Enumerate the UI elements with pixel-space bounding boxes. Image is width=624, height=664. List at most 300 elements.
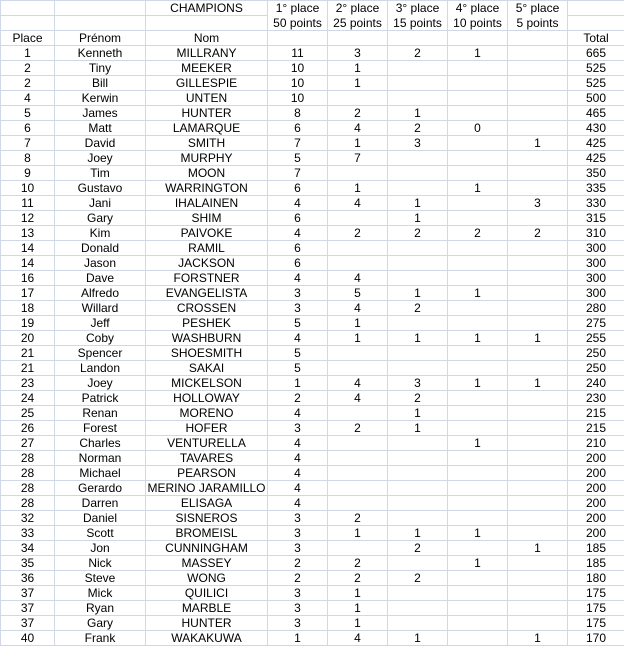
last-name-cell[interactable]: CUNNINGHAM	[146, 541, 268, 556]
fifth-place-count-cell[interactable]	[508, 586, 568, 601]
first-place-count-cell[interactable]: 6	[268, 241, 328, 256]
header-1st-place-line1[interactable]: 1° place	[268, 1, 328, 16]
third-place-count-cell[interactable]: 2	[388, 226, 448, 241]
second-place-count-cell[interactable]: 2	[328, 226, 388, 241]
fourth-place-count-cell[interactable]	[448, 151, 508, 166]
place-cell[interactable]: 6	[1, 121, 55, 136]
total-cell[interactable]: 500	[568, 91, 624, 106]
first-place-count-cell[interactable]: 8	[268, 106, 328, 121]
first-place-count-cell[interactable]: 3	[268, 526, 328, 541]
third-place-count-cell[interactable]	[388, 316, 448, 331]
place-cell[interactable]: 34	[1, 541, 55, 556]
first-name-cell[interactable]: Daniel	[55, 511, 146, 526]
header-3rd-place-line1[interactable]: 3° place	[388, 1, 448, 16]
first-name-cell[interactable]: Nick	[55, 556, 146, 571]
fifth-place-count-cell[interactable]	[508, 151, 568, 166]
last-name-cell[interactable]: TAVARES	[146, 451, 268, 466]
total-cell[interactable]: 180	[568, 571, 624, 586]
first-place-count-cell[interactable]: 7	[268, 166, 328, 181]
header-total[interactable]: Total	[568, 31, 624, 46]
second-place-count-cell[interactable]	[328, 496, 388, 511]
second-place-count-cell[interactable]: 4	[328, 376, 388, 391]
total-cell[interactable]: 425	[568, 136, 624, 151]
total-cell[interactable]: 200	[568, 481, 624, 496]
place-cell[interactable]: 14	[1, 256, 55, 271]
place-cell[interactable]: 12	[1, 211, 55, 226]
place-cell[interactable]: 2	[1, 76, 55, 91]
third-place-count-cell[interactable]: 1	[388, 106, 448, 121]
place-cell[interactable]: 28	[1, 496, 55, 511]
third-place-count-cell[interactable]: 1	[388, 196, 448, 211]
first-place-count-cell[interactable]: 3	[268, 586, 328, 601]
first-place-count-cell[interactable]: 1	[268, 631, 328, 646]
fourth-place-count-cell[interactable]	[448, 391, 508, 406]
place-cell[interactable]: 25	[1, 406, 55, 421]
fourth-place-count-cell[interactable]: 2	[448, 226, 508, 241]
third-place-count-cell[interactable]	[388, 481, 448, 496]
last-name-cell[interactable]: MARBLE	[146, 601, 268, 616]
third-place-count-cell[interactable]: 2	[388, 46, 448, 61]
first-name-cell[interactable]: Renan	[55, 406, 146, 421]
place-cell[interactable]: 9	[1, 166, 55, 181]
cell[interactable]	[268, 31, 328, 46]
first-place-count-cell[interactable]: 3	[268, 286, 328, 301]
fourth-place-count-cell[interactable]	[448, 106, 508, 121]
first-name-cell[interactable]: Spencer	[55, 346, 146, 361]
fourth-place-count-cell[interactable]	[448, 421, 508, 436]
total-cell[interactable]: 525	[568, 76, 624, 91]
cell[interactable]	[328, 31, 388, 46]
second-place-count-cell[interactable]: 2	[328, 571, 388, 586]
last-name-cell[interactable]: SHIM	[146, 211, 268, 226]
second-place-count-cell[interactable]	[328, 451, 388, 466]
third-place-count-cell[interactable]: 3	[388, 376, 448, 391]
fourth-place-count-cell[interactable]	[448, 136, 508, 151]
place-cell[interactable]: 19	[1, 316, 55, 331]
total-cell[interactable]: 430	[568, 121, 624, 136]
third-place-count-cell[interactable]: 1	[388, 211, 448, 226]
fourth-place-count-cell[interactable]	[448, 61, 508, 76]
fifth-place-count-cell[interactable]	[508, 436, 568, 451]
total-cell[interactable]: 200	[568, 511, 624, 526]
first-name-cell[interactable]: Tiny	[55, 61, 146, 76]
first-place-count-cell[interactable]: 6	[268, 181, 328, 196]
third-place-count-cell[interactable]: 2	[388, 121, 448, 136]
first-place-count-cell[interactable]: 7	[268, 136, 328, 151]
total-cell[interactable]: 240	[568, 376, 624, 391]
first-place-count-cell[interactable]: 4	[268, 406, 328, 421]
last-name-cell[interactable]: LAMARQUE	[146, 121, 268, 136]
first-place-count-cell[interactable]: 4	[268, 196, 328, 211]
third-place-count-cell[interactable]: 2	[388, 541, 448, 556]
place-cell[interactable]: 37	[1, 616, 55, 631]
fifth-place-count-cell[interactable]	[508, 391, 568, 406]
fifth-place-count-cell[interactable]	[508, 241, 568, 256]
last-name-cell[interactable]: HUNTER	[146, 616, 268, 631]
first-name-cell[interactable]: Gary	[55, 211, 146, 226]
last-name-cell[interactable]: MURPHY	[146, 151, 268, 166]
last-name-cell[interactable]: UNTEN	[146, 91, 268, 106]
first-name-cell[interactable]: Willard	[55, 301, 146, 316]
second-place-count-cell[interactable]	[328, 346, 388, 361]
last-name-cell[interactable]: BROMEISL	[146, 526, 268, 541]
cell[interactable]	[1, 1, 55, 16]
place-cell[interactable]: 13	[1, 226, 55, 241]
total-cell[interactable]: 280	[568, 301, 624, 316]
place-cell[interactable]: 28	[1, 451, 55, 466]
first-name-cell[interactable]: Bill	[55, 76, 146, 91]
cell[interactable]	[55, 16, 146, 31]
place-cell[interactable]: 16	[1, 271, 55, 286]
first-place-count-cell[interactable]: 10	[268, 76, 328, 91]
fourth-place-count-cell[interactable]	[448, 406, 508, 421]
third-place-count-cell[interactable]	[388, 151, 448, 166]
header-2nd-place-points[interactable]: 25 points	[328, 16, 388, 31]
total-cell[interactable]: 200	[568, 451, 624, 466]
place-cell[interactable]: 32	[1, 511, 55, 526]
total-cell[interactable]: 525	[568, 61, 624, 76]
second-place-count-cell[interactable]: 2	[328, 106, 388, 121]
third-place-count-cell[interactable]: 1	[388, 286, 448, 301]
fifth-place-count-cell[interactable]	[508, 571, 568, 586]
fourth-place-count-cell[interactable]	[448, 241, 508, 256]
second-place-count-cell[interactable]: 1	[328, 136, 388, 151]
first-name-cell[interactable]: Jani	[55, 196, 146, 211]
first-place-count-cell[interactable]: 6	[268, 121, 328, 136]
last-name-cell[interactable]: SAKAI	[146, 361, 268, 376]
fourth-place-count-cell[interactable]	[448, 211, 508, 226]
total-cell[interactable]: 200	[568, 496, 624, 511]
fifth-place-count-cell[interactable]	[508, 421, 568, 436]
header-last-name[interactable]: Nom	[146, 31, 268, 46]
place-cell[interactable]: 11	[1, 196, 55, 211]
cell[interactable]	[568, 16, 624, 31]
total-cell[interactable]: 330	[568, 196, 624, 211]
last-name-cell[interactable]: WAKAKUWA	[146, 631, 268, 646]
fourth-place-count-cell[interactable]	[448, 316, 508, 331]
first-name-cell[interactable]: Jason	[55, 256, 146, 271]
first-place-count-cell[interactable]: 3	[268, 616, 328, 631]
first-name-cell[interactable]: Jon	[55, 541, 146, 556]
first-place-count-cell[interactable]: 4	[268, 466, 328, 481]
first-name-cell[interactable]: Ryan	[55, 601, 146, 616]
first-name-cell[interactable]: Joey	[55, 376, 146, 391]
fifth-place-count-cell[interactable]	[508, 301, 568, 316]
fifth-place-count-cell[interactable]	[508, 526, 568, 541]
place-cell[interactable]: 33	[1, 526, 55, 541]
last-name-cell[interactable]: VENTURELLA	[146, 436, 268, 451]
fourth-place-count-cell[interactable]: 1	[448, 286, 508, 301]
third-place-count-cell[interactable]	[388, 466, 448, 481]
first-name-cell[interactable]: Michael	[55, 466, 146, 481]
fifth-place-count-cell[interactable]	[508, 616, 568, 631]
fifth-place-count-cell[interactable]: 3	[508, 196, 568, 211]
total-cell[interactable]: 175	[568, 586, 624, 601]
first-name-cell[interactable]: Forest	[55, 421, 146, 436]
header-1st-place-points[interactable]: 50 points	[268, 16, 328, 31]
first-name-cell[interactable]: Steve	[55, 571, 146, 586]
fifth-place-count-cell[interactable]	[508, 601, 568, 616]
last-name-cell[interactable]: QUILICI	[146, 586, 268, 601]
cell[interactable]	[1, 16, 55, 31]
third-place-count-cell[interactable]	[388, 556, 448, 571]
last-name-cell[interactable]: MERINO JARAMILLO	[147, 481, 266, 495]
place-cell[interactable]: 28	[1, 481, 55, 496]
place-cell[interactable]: 40	[1, 631, 55, 646]
second-place-count-cell[interactable]	[328, 481, 388, 496]
total-cell[interactable]: 210	[568, 436, 624, 451]
second-place-count-cell[interactable]	[328, 166, 388, 181]
second-place-count-cell[interactable]: 2	[328, 511, 388, 526]
third-place-count-cell[interactable]	[388, 166, 448, 181]
third-place-count-cell[interactable]	[388, 436, 448, 451]
place-cell[interactable]: 20	[1, 331, 55, 346]
first-name-cell[interactable]: Landon	[55, 361, 146, 376]
third-place-count-cell[interactable]	[388, 76, 448, 91]
third-place-count-cell[interactable]	[388, 91, 448, 106]
place-cell[interactable]: 35	[1, 556, 55, 571]
fifth-place-count-cell[interactable]	[508, 121, 568, 136]
total-cell[interactable]: 185	[568, 556, 624, 571]
total-cell[interactable]: 425	[568, 151, 624, 166]
fifth-place-count-cell[interactable]	[508, 481, 568, 496]
third-place-count-cell[interactable]	[388, 346, 448, 361]
first-place-count-cell[interactable]: 3	[268, 601, 328, 616]
fifth-place-count-cell[interactable]	[508, 466, 568, 481]
fifth-place-count-cell[interactable]	[508, 181, 568, 196]
place-cell[interactable]: 8	[1, 151, 55, 166]
total-cell[interactable]: 665	[568, 46, 624, 61]
first-place-count-cell[interactable]: 5	[268, 316, 328, 331]
fourth-place-count-cell[interactable]	[448, 76, 508, 91]
first-name-cell[interactable]: Charles	[55, 436, 146, 451]
first-place-count-cell[interactable]: 1	[268, 376, 328, 391]
fourth-place-count-cell[interactable]	[448, 481, 508, 496]
first-place-count-cell[interactable]: 5	[268, 346, 328, 361]
last-name-cell[interactable]: WONG	[146, 571, 268, 586]
place-cell[interactable]: 37	[1, 601, 55, 616]
first-place-count-cell[interactable]: 4	[268, 271, 328, 286]
fourth-place-count-cell[interactable]: 1	[448, 331, 508, 346]
first-name-cell[interactable]: Scott	[55, 526, 146, 541]
fourth-place-count-cell[interactable]: 1	[448, 556, 508, 571]
fifth-place-count-cell[interactable]: 1	[508, 541, 568, 556]
fourth-place-count-cell[interactable]: 1	[448, 181, 508, 196]
fourth-place-count-cell[interactable]	[448, 361, 508, 376]
last-name-cell[interactable]: HOFER	[146, 421, 268, 436]
total-cell[interactable]: 215	[568, 406, 624, 421]
place-cell[interactable]: 7	[1, 136, 55, 151]
fifth-place-count-cell[interactable]: 1	[508, 631, 568, 646]
second-place-count-cell[interactable]: 1	[328, 61, 388, 76]
second-place-count-cell[interactable]	[328, 436, 388, 451]
total-cell[interactable]: 255	[568, 331, 624, 346]
third-place-count-cell[interactable]: 2	[388, 391, 448, 406]
total-cell[interactable]: 465	[568, 106, 624, 121]
second-place-count-cell[interactable]: 1	[328, 76, 388, 91]
place-cell[interactable]: 2	[1, 61, 55, 76]
first-place-count-cell[interactable]: 4	[268, 481, 328, 496]
first-name-cell[interactable]: Alfredo	[55, 286, 146, 301]
fourth-place-count-cell[interactable]	[448, 631, 508, 646]
fifth-place-count-cell[interactable]	[508, 61, 568, 76]
fourth-place-count-cell[interactable]	[448, 91, 508, 106]
fifth-place-count-cell[interactable]	[508, 361, 568, 376]
fifth-place-count-cell[interactable]	[508, 211, 568, 226]
second-place-count-cell[interactable]	[328, 361, 388, 376]
second-place-count-cell[interactable]: 1	[328, 586, 388, 601]
third-place-count-cell[interactable]	[388, 601, 448, 616]
first-name-cell[interactable]: Darren	[55, 496, 146, 511]
place-cell[interactable]: 14	[1, 241, 55, 256]
third-place-count-cell[interactable]	[388, 271, 448, 286]
total-cell[interactable]: 300	[568, 271, 624, 286]
third-place-count-cell[interactable]	[388, 496, 448, 511]
fifth-place-count-cell[interactable]: 1	[508, 376, 568, 391]
third-place-count-cell[interactable]: 1	[388, 526, 448, 541]
fourth-place-count-cell[interactable]	[448, 541, 508, 556]
last-name-cell[interactable]: SHOESMITH	[146, 346, 268, 361]
header-5th-place-line1[interactable]: 5° place	[508, 1, 568, 16]
first-place-count-cell[interactable]: 10	[268, 61, 328, 76]
fifth-place-count-cell[interactable]	[508, 556, 568, 571]
last-name-cell[interactable]: JACKSON	[146, 256, 268, 271]
fifth-place-count-cell[interactable]: 2	[508, 226, 568, 241]
cell[interactable]	[146, 16, 268, 31]
place-cell[interactable]: 23	[1, 376, 55, 391]
fourth-place-count-cell[interactable]	[448, 616, 508, 631]
fourth-place-count-cell[interactable]	[448, 271, 508, 286]
first-place-count-cell[interactable]: 2	[268, 571, 328, 586]
cell[interactable]	[55, 1, 146, 16]
last-name-cell[interactable]: PAIVOKE	[146, 226, 268, 241]
first-name-cell[interactable]: Gustavo	[55, 181, 146, 196]
second-place-count-cell[interactable]	[328, 91, 388, 106]
last-name-cell[interactable]: MILLRANY	[146, 46, 268, 61]
first-place-count-cell[interactable]: 6	[268, 256, 328, 271]
total-cell[interactable]: 200	[568, 526, 624, 541]
first-name-cell[interactable]: Kim	[55, 226, 146, 241]
place-cell[interactable]: 24	[1, 391, 55, 406]
first-name-cell[interactable]: Dave	[55, 271, 146, 286]
second-place-count-cell[interactable]: 1	[328, 601, 388, 616]
last-name-cell[interactable]: RAMIL	[146, 241, 268, 256]
fifth-place-count-cell[interactable]	[508, 451, 568, 466]
fifth-place-count-cell[interactable]	[508, 166, 568, 181]
fifth-place-count-cell[interactable]	[508, 106, 568, 121]
last-name-cell[interactable]: WASHBURN	[146, 331, 268, 346]
first-place-count-cell[interactable]: 3	[268, 511, 328, 526]
first-place-count-cell[interactable]: 3	[268, 541, 328, 556]
last-name-cell[interactable]: IHALAINEN	[146, 196, 268, 211]
fourth-place-count-cell[interactable]	[448, 586, 508, 601]
sheet-title[interactable]: CHAMPIONS	[146, 1, 268, 16]
third-place-count-cell[interactable]	[388, 511, 448, 526]
second-place-count-cell[interactable]: 5	[328, 286, 388, 301]
total-cell[interactable]: 300	[568, 286, 624, 301]
first-place-count-cell[interactable]: 4	[268, 451, 328, 466]
second-place-count-cell[interactable]	[328, 541, 388, 556]
cell[interactable]	[508, 31, 568, 46]
total-cell[interactable]: 310	[568, 226, 624, 241]
fifth-place-count-cell[interactable]: 1	[508, 136, 568, 151]
last-name-cell[interactable]: MORENO	[146, 406, 268, 421]
third-place-count-cell[interactable]	[388, 61, 448, 76]
second-place-count-cell[interactable]	[328, 241, 388, 256]
third-place-count-cell[interactable]: 2	[388, 301, 448, 316]
first-place-count-cell[interactable]: 5	[268, 151, 328, 166]
first-place-count-cell[interactable]: 4	[268, 496, 328, 511]
fifth-place-count-cell[interactable]	[508, 256, 568, 271]
third-place-count-cell[interactable]	[388, 181, 448, 196]
third-place-count-cell[interactable]	[388, 616, 448, 631]
first-place-count-cell[interactable]: 11	[268, 46, 328, 61]
first-name-cell[interactable]: David	[55, 136, 146, 151]
fourth-place-count-cell[interactable]	[448, 451, 508, 466]
second-place-count-cell[interactable]: 1	[328, 331, 388, 346]
place-cell[interactable]: 37	[1, 586, 55, 601]
total-cell[interactable]: 175	[568, 616, 624, 631]
last-name-cell[interactable]: GILLESPIE	[146, 76, 268, 91]
total-cell[interactable]: 175	[568, 601, 624, 616]
first-name-cell[interactable]: Matt	[55, 121, 146, 136]
first-name-cell[interactable]: Coby	[55, 331, 146, 346]
header-4th-place-points[interactable]: 10 points	[448, 16, 508, 31]
second-place-count-cell[interactable]: 1	[328, 616, 388, 631]
fourth-place-count-cell[interactable]	[448, 496, 508, 511]
first-name-cell[interactable]: Gary	[55, 616, 146, 631]
fifth-place-count-cell[interactable]	[508, 406, 568, 421]
header-3rd-place-points[interactable]: 15 points	[388, 16, 448, 31]
first-name-cell[interactable]: Patrick	[55, 391, 146, 406]
fourth-place-count-cell[interactable]: 0	[448, 121, 508, 136]
total-cell[interactable]: 215	[568, 421, 624, 436]
header-5th-place-points[interactable]: 5 points	[508, 16, 568, 31]
first-place-count-cell[interactable]: 5	[268, 361, 328, 376]
header-place[interactable]: Place	[1, 31, 55, 46]
first-place-count-cell[interactable]: 6	[268, 211, 328, 226]
second-place-count-cell[interactable]: 1	[328, 181, 388, 196]
fifth-place-count-cell[interactable]	[508, 316, 568, 331]
place-cell[interactable]: 5	[1, 106, 55, 121]
last-name-cell[interactable]: SMITH	[146, 136, 268, 151]
place-cell[interactable]: 26	[1, 421, 55, 436]
first-place-count-cell[interactable]: 4	[268, 226, 328, 241]
total-cell[interactable]: 300	[568, 241, 624, 256]
last-name-cell[interactable]: WARRINGTON	[146, 181, 268, 196]
total-cell[interactable]: 300	[568, 256, 624, 271]
last-name-cell[interactable]: PESHEK	[146, 316, 268, 331]
third-place-count-cell[interactable]	[388, 586, 448, 601]
fourth-place-count-cell[interactable]	[448, 346, 508, 361]
second-place-count-cell[interactable]	[328, 211, 388, 226]
second-place-count-cell[interactable]	[328, 466, 388, 481]
fifth-place-count-cell[interactable]	[508, 496, 568, 511]
fifth-place-count-cell[interactable]	[508, 271, 568, 286]
place-cell[interactable]: 28	[1, 466, 55, 481]
fifth-place-count-cell[interactable]: 1	[508, 331, 568, 346]
place-cell[interactable]: 4	[1, 91, 55, 106]
first-place-count-cell[interactable]: 2	[268, 556, 328, 571]
header-first-name[interactable]: Prénom	[55, 31, 146, 46]
place-cell[interactable]: 27	[1, 436, 55, 451]
third-place-count-cell[interactable]	[388, 241, 448, 256]
third-place-count-cell[interactable]: 1	[388, 406, 448, 421]
second-place-count-cell[interactable]	[328, 406, 388, 421]
place-cell[interactable]: 10	[1, 181, 55, 196]
first-name-cell[interactable]: James	[55, 106, 146, 121]
first-name-cell[interactable]: Donald	[55, 241, 146, 256]
